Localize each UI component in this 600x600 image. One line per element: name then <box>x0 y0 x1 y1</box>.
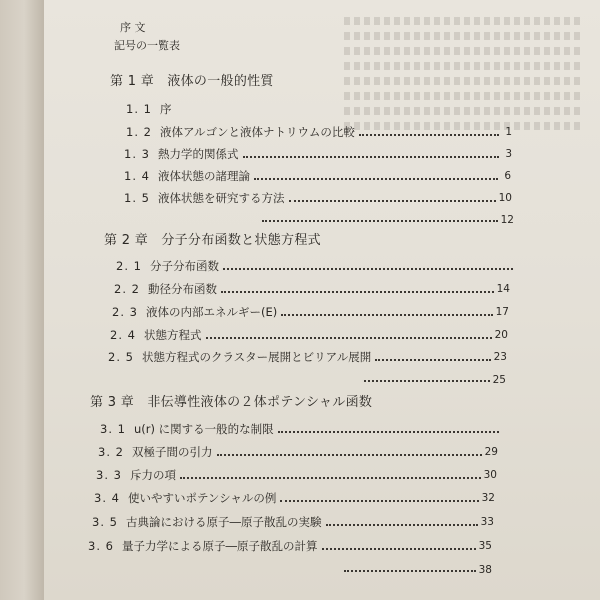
section-number: 2. 1 <box>116 259 142 273</box>
section-number: 1. 2 <box>126 125 152 139</box>
dot-leader <box>280 500 478 502</box>
page-number: 1 <box>505 126 512 138</box>
section-title: 双極子間の引力 <box>132 445 213 459</box>
section-number: 2. 3 <box>112 305 138 319</box>
section-title: 状態方程式 <box>144 328 202 342</box>
toc-chapter-3-end <box>344 560 492 576</box>
dot-leader <box>262 220 498 222</box>
section-title: 序 <box>160 102 172 116</box>
toc-entry-3-5 <box>92 514 494 530</box>
section-title: 液体状態の諸理論 <box>158 169 250 183</box>
page-number: 3 <box>505 148 512 160</box>
dot-leader <box>217 454 482 456</box>
front-matter-symbol-list: 記号の一覧表 <box>114 39 180 52</box>
toc-entry-1-3 <box>124 146 512 162</box>
toc-entry-3-1 <box>100 421 502 437</box>
toc-entry-2-2 <box>114 281 510 297</box>
dot-leader <box>254 178 498 180</box>
dot-leader <box>223 268 513 270</box>
page-number: 30 <box>483 469 497 481</box>
toc-entry-1-5 <box>124 190 512 206</box>
toc-entry-1-4 <box>124 168 511 184</box>
section-title: 液体アルゴンと液体ナトリウムの比較 <box>160 125 355 139</box>
section-number: 2. 4 <box>110 328 136 342</box>
dot-leader <box>344 570 476 572</box>
page-number: 14 <box>496 283 510 295</box>
page-number: 32 <box>481 492 495 504</box>
toc-chapter-2-end <box>364 370 506 386</box>
section-title: u(r) に関する一般的な制限 <box>134 422 274 436</box>
dot-leader <box>180 477 481 479</box>
section-number: 3. 3 <box>96 468 122 482</box>
section-number: 3. 4 <box>94 491 120 505</box>
page-number: 6 <box>504 170 511 182</box>
toc-chapter-1-end <box>262 210 514 226</box>
toc-entry-2-1 <box>116 258 516 274</box>
dot-leader <box>289 200 496 202</box>
toc-entry-3-2 <box>98 444 498 460</box>
dot-leader <box>243 156 500 158</box>
section-title: 液体状態を研究する方法 <box>158 191 285 205</box>
dot-leader <box>221 291 494 293</box>
section-number: 3. 5 <box>92 515 118 529</box>
section-number: 3. 1 <box>100 422 126 436</box>
page-number: 35 <box>478 540 492 552</box>
dot-leader <box>375 359 490 361</box>
dot-leader <box>364 380 490 382</box>
page-number: 25 <box>492 374 506 386</box>
page-number: 10 <box>498 192 512 204</box>
page-number: 33 <box>480 516 494 528</box>
dot-leader <box>281 314 492 316</box>
toc-page <box>44 0 600 600</box>
section-title: 斥力の項 <box>130 468 176 482</box>
section-title: 古典論における原子―原子散乱の実験 <box>126 515 322 529</box>
page-number: 29 <box>484 446 498 458</box>
toc-entry-2-4 <box>110 327 508 343</box>
section-number: 1. 1 <box>126 102 152 116</box>
page-number: 17 <box>495 306 509 318</box>
toc-entry-3-4 <box>94 490 495 506</box>
dot-leader <box>326 524 478 526</box>
section-number: 1. 5 <box>124 191 150 205</box>
section-title: 動径分布函数 <box>148 282 217 296</box>
chapter-3-heading: 第 3 章 非伝導性液体の２体ポテンシャル函数 <box>90 395 373 410</box>
page-number: 23 <box>493 351 507 363</box>
page-number: 12 <box>500 214 514 226</box>
toc-entry-2-5 <box>108 349 507 365</box>
table-of-contents <box>44 0 600 600</box>
toc-entry-1-2 <box>126 124 512 140</box>
dot-leader <box>322 548 476 550</box>
page-number: 20 <box>494 329 508 341</box>
toc-entry-2-3 <box>112 304 509 320</box>
section-title: 量子力学による原子―原子散乱の計算 <box>122 539 318 553</box>
section-number: 3. 6 <box>88 539 114 553</box>
section-title: 使いやすいポテンシャルの例 <box>128 491 277 505</box>
toc-entry-3-6 <box>88 538 492 554</box>
section-number: 1. 3 <box>124 147 150 161</box>
section-title: 状態方程式のクラスター展開とビリアル展開 <box>142 350 372 364</box>
dot-leader <box>278 431 499 433</box>
section-number: 3. 2 <box>98 445 124 459</box>
section-number: 1. 4 <box>124 169 150 183</box>
chapter-1-heading: 第 1 章 液体の一般的性質 <box>110 74 274 89</box>
section-title: 液体の内部エネルギー(E) <box>146 305 278 319</box>
dot-leader <box>359 134 499 136</box>
section-title: 熱力学的関係式 <box>158 147 239 161</box>
facing-page-edge <box>0 0 44 600</box>
toc-entry-1-1 <box>126 101 536 117</box>
section-number: 2. 2 <box>114 282 140 296</box>
page-number: 38 <box>478 564 492 576</box>
chapter-2-heading: 第 2 章 分子分布函数と状態方程式 <box>104 233 321 248</box>
front-matter-preface: 序 文 <box>120 21 146 34</box>
section-number: 2. 5 <box>108 350 134 364</box>
toc-entry-3-3 <box>96 467 497 483</box>
dot-leader <box>206 337 492 339</box>
section-title: 分子分布函数 <box>150 259 219 273</box>
